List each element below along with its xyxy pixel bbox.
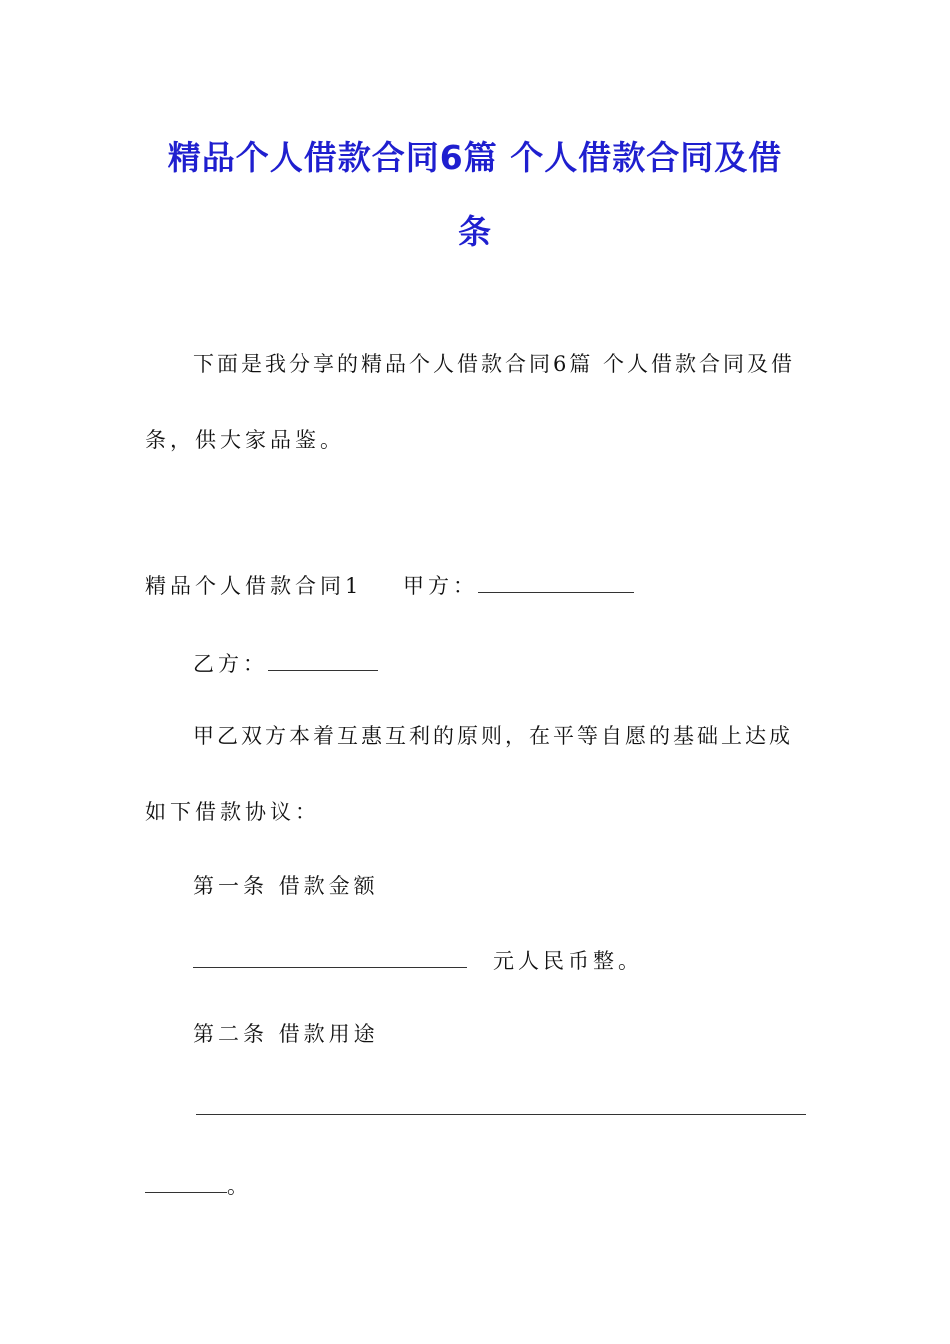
intro-line-1: 下面是我分享的精品个人借款合同6篇 个人借款合同及借	[193, 352, 796, 376]
article-1-title: 第一条 借款金额	[193, 874, 379, 898]
party-b-blank	[268, 652, 378, 671]
intro-line-2: 条，供大家品鉴。	[145, 428, 345, 452]
purpose-blank-line-1	[196, 1114, 806, 1115]
party-b-label: 乙方：	[193, 652, 268, 676]
amount-blank	[193, 949, 467, 968]
amount-suffix: 元人民币整。	[493, 949, 643, 973]
contract-heading: 精品个人借款合同1	[145, 574, 363, 598]
purpose-line-2	[145, 1170, 252, 1200]
preamble-line-2: 如下借款协议：	[145, 800, 320, 824]
amount-row	[193, 945, 643, 975]
document-title-line-1: 精品个人借款合同6篇 个人借款合同及借	[167, 138, 783, 177]
preamble-line-1: 甲乙双方本着互惠互利的原则，在平等自愿的基础上达成	[193, 724, 793, 748]
purpose-blank-line-2	[145, 1174, 227, 1193]
document-title-line-2: 条	[458, 212, 492, 251]
purpose-end: 。	[227, 1174, 252, 1198]
contract-heading-row	[145, 570, 362, 600]
party-b-row	[193, 648, 378, 678]
party-a-row	[403, 570, 634, 600]
party-a-label: 甲方：	[403, 574, 478, 598]
article-2-title: 第二条 借款用途	[193, 1022, 379, 1046]
party-a-blank	[478, 574, 634, 593]
